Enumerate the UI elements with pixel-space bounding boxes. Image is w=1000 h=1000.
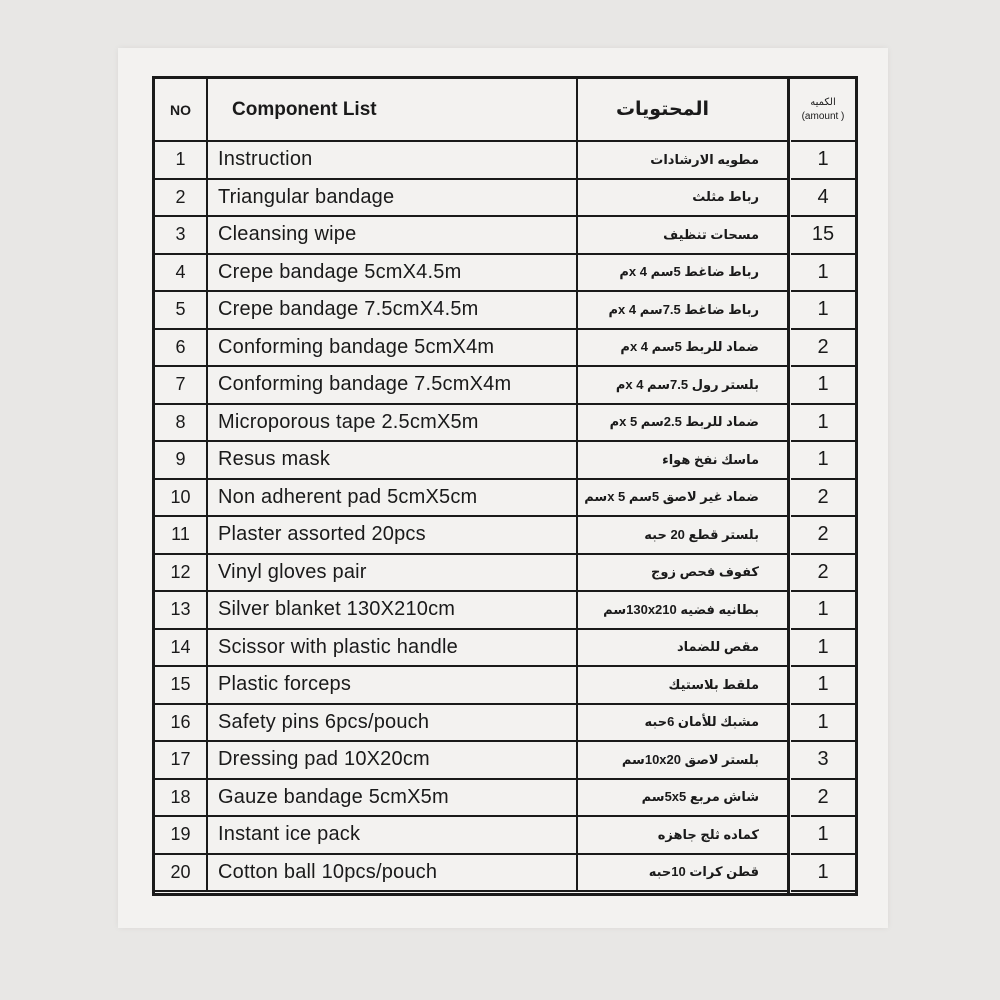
component-name: Resus mask (207, 441, 577, 479)
header-amount-arabic: الكميه (810, 96, 836, 108)
component-name-arabic: مشبك للأمان 6حبه (577, 704, 787, 742)
component-amount: 4 (791, 179, 855, 217)
amount-row (791, 404, 855, 442)
component-amount: 1 (791, 291, 855, 329)
row-number: 16 (155, 704, 207, 742)
table-row (155, 366, 787, 404)
table-row (155, 404, 787, 442)
table-row (155, 441, 787, 479)
amount-table-body (791, 141, 855, 891)
row-number: 8 (155, 404, 207, 442)
component-name-arabic: مقص للضماد (577, 629, 787, 667)
amount-row (791, 329, 855, 367)
component-name: Conforming bandage 7.5cmX4m (207, 366, 577, 404)
amount-row (791, 554, 855, 592)
row-number: 20 (155, 854, 207, 892)
amount-row (791, 179, 855, 217)
component-amount: 2 (791, 779, 855, 817)
component-name: Non adherent pad 5cmX5cm (207, 479, 577, 517)
row-number: 12 (155, 554, 207, 592)
table-row (155, 516, 787, 554)
component-amount: 1 (791, 404, 855, 442)
row-number: 15 (155, 666, 207, 704)
component-amount: 2 (791, 516, 855, 554)
component-name-arabic: ضماد غير لاصق 5سم x 5سم (577, 479, 787, 517)
component-name-arabic: بلستر لاصق 10x20سم (577, 741, 787, 779)
row-number: 13 (155, 591, 207, 629)
component-name-arabic: ماسك نفخ هواء (577, 441, 787, 479)
component-name: Crepe bandage 5cmX4.5m (207, 254, 577, 292)
component-name: Triangular bandage (207, 179, 577, 217)
component-name: Gauze bandage 5cmX5m (207, 779, 577, 817)
table-row (155, 779, 787, 817)
component-name-arabic: شاش مربع 5x5سم (577, 779, 787, 817)
component-name-arabic: ضماد للربط 5سم x 4م (577, 329, 787, 367)
header-no: NO (155, 79, 207, 141)
component-amount: 1 (791, 441, 855, 479)
amount-row (791, 816, 855, 854)
amount-row (791, 591, 855, 629)
table-row (155, 854, 787, 892)
amount-row (791, 216, 855, 254)
table-row (155, 554, 787, 592)
table-row (155, 591, 787, 629)
component-name-arabic: ضماد للربط 2.5سم x 5م (577, 404, 787, 442)
component-name: Dressing pad 10X20cm (207, 741, 577, 779)
column-separator (787, 79, 790, 893)
amount-row (791, 516, 855, 554)
component-name: Silver blanket 130X210cm (207, 591, 577, 629)
component-name: Crepe bandage 7.5cmX4.5m (207, 291, 577, 329)
table-header-row (155, 79, 787, 141)
component-table-body (155, 141, 787, 891)
amount-row (791, 479, 855, 517)
component-name-arabic: مسحات تنظيف (577, 216, 787, 254)
component-name: Vinyl gloves pair (207, 554, 577, 592)
header-arabic-contents: المحتويات (577, 79, 787, 141)
component-amount: 15 (791, 216, 855, 254)
component-name: Cotton ball 10pcs/pouch (207, 854, 577, 892)
component-name-arabic: رباط ضاغط 7.5سم x 4م (577, 291, 787, 329)
row-number: 6 (155, 329, 207, 367)
amount-row (791, 141, 855, 179)
amount-row (791, 779, 855, 817)
table-row (155, 179, 787, 217)
row-number: 4 (155, 254, 207, 292)
component-name: Instruction (207, 141, 577, 179)
row-number: 9 (155, 441, 207, 479)
row-number: 2 (155, 179, 207, 217)
component-name: Plaster assorted 20pcs (207, 516, 577, 554)
table-row (155, 666, 787, 704)
component-amount: 1 (791, 366, 855, 404)
component-name: Plastic forceps (207, 666, 577, 704)
table-row (155, 704, 787, 742)
row-number: 10 (155, 479, 207, 517)
component-name-arabic: كفوف فحص زوج (577, 554, 787, 592)
header-amount (791, 79, 855, 141)
amount-row (791, 741, 855, 779)
row-number: 7 (155, 366, 207, 404)
component-name: Safety pins 6pcs/pouch (207, 704, 577, 742)
component-amount: 2 (791, 554, 855, 592)
amount-row (791, 366, 855, 404)
component-amount: 1 (791, 704, 855, 742)
amount-row (791, 254, 855, 292)
table-row (155, 329, 787, 367)
component-name-arabic: رباط مثلث (577, 179, 787, 217)
table-row (155, 741, 787, 779)
component-name: Microporous tape 2.5cmX5m (207, 404, 577, 442)
component-amount: 2 (791, 479, 855, 517)
component-amount: 1 (791, 591, 855, 629)
amount-header-row (791, 79, 855, 141)
component-list-frame (152, 76, 858, 896)
row-number: 3 (155, 216, 207, 254)
row-number: 14 (155, 629, 207, 667)
row-number: 18 (155, 779, 207, 817)
component-amount: 1 (791, 854, 855, 892)
row-number: 17 (155, 741, 207, 779)
component-name-arabic: مطويه الارشادات (577, 141, 787, 179)
table-row (155, 291, 787, 329)
component-name: Cleansing wipe (207, 216, 577, 254)
component-amount: 1 (791, 141, 855, 179)
amount-table (791, 79, 855, 892)
component-amount: 3 (791, 741, 855, 779)
component-name-arabic: قطن كرات 10حبه (577, 854, 787, 892)
row-number: 11 (155, 516, 207, 554)
component-name-arabic: بلستر قطع 20 حبه (577, 516, 787, 554)
component-table (155, 79, 787, 892)
component-amount: 1 (791, 629, 855, 667)
component-name: Scissor with plastic handle (207, 629, 577, 667)
table-row (155, 141, 787, 179)
row-number: 5 (155, 291, 207, 329)
component-name-arabic: بطانيه فضيه 130x210سم (577, 591, 787, 629)
component-name-arabic: كماده ثلج جاهزه (577, 816, 787, 854)
component-name: Conforming bandage 5cmX4m (207, 329, 577, 367)
table-row (155, 816, 787, 854)
component-amount: 1 (791, 666, 855, 704)
amount-row (791, 666, 855, 704)
row-number: 19 (155, 816, 207, 854)
amount-row (791, 704, 855, 742)
header-component-list: Component List (207, 79, 577, 141)
table-row (155, 629, 787, 667)
component-name-arabic: ملقط بلاستيك (577, 666, 787, 704)
component-name: Instant ice pack (207, 816, 577, 854)
component-name-arabic: رباط ضاغط 5سم x 4م (577, 254, 787, 292)
table-row (155, 254, 787, 292)
component-name-arabic: بلستر رول 7.5سم x 4م (577, 366, 787, 404)
amount-row (791, 441, 855, 479)
component-amount: 2 (791, 329, 855, 367)
table-row (155, 216, 787, 254)
amount-row (791, 629, 855, 667)
header-amount-english: (amount ) (801, 110, 845, 122)
table-row (155, 479, 787, 517)
component-amount: 1 (791, 816, 855, 854)
amount-row (791, 291, 855, 329)
component-amount: 1 (791, 254, 855, 292)
amount-row (791, 854, 855, 892)
row-number: 1 (155, 141, 207, 179)
